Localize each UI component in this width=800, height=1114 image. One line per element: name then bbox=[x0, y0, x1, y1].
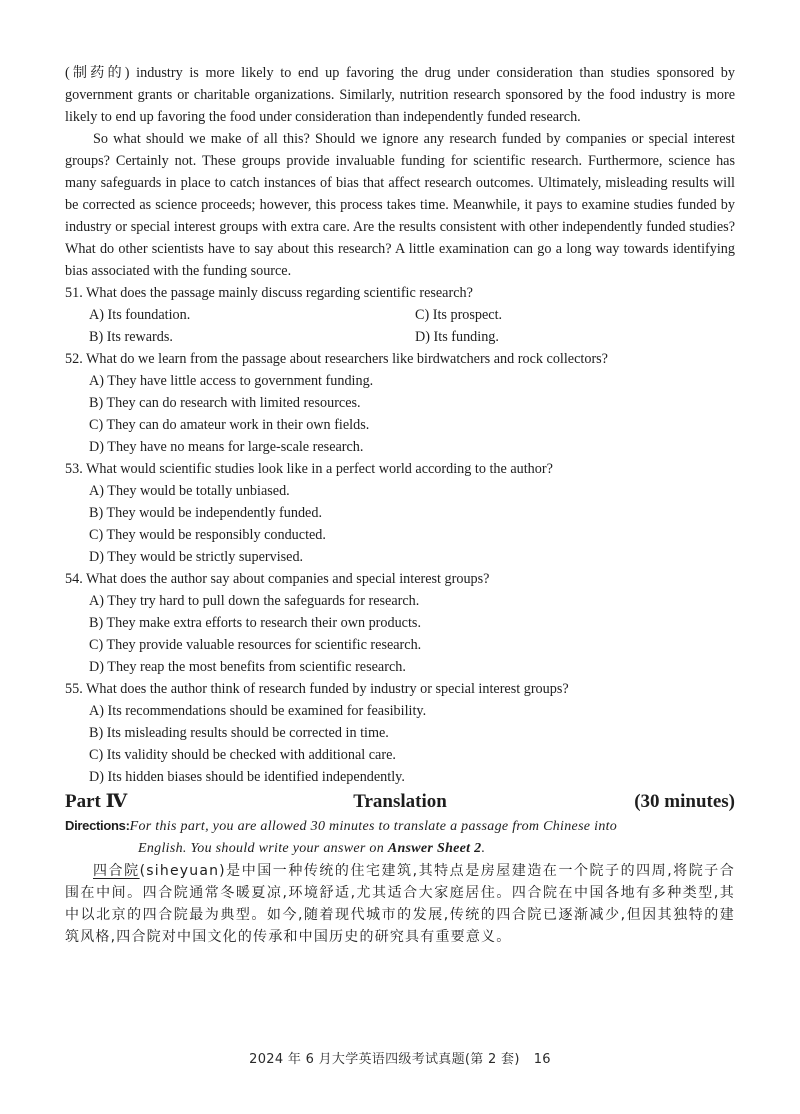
question-55 bbox=[65, 678, 735, 788]
question-stem: 55. What does the author think of research funded by industry or special interest groups? bbox=[65, 681, 569, 697]
option-a: A) Its recommendations should be examined for feasibility. bbox=[89, 703, 427, 719]
option-c: C) Its prospect. bbox=[415, 307, 503, 323]
part-title: Translation bbox=[353, 791, 447, 812]
directions-line-2: English. You should write your answer on Answer Sheet 2. bbox=[138, 841, 486, 856]
part-header bbox=[65, 789, 735, 815]
question-number: 51. bbox=[65, 285, 83, 301]
option-a: A) They have little access to government funding. bbox=[89, 373, 374, 389]
directions bbox=[65, 815, 735, 860]
passage-paragraph-1: (制药的) industry is more likely to end up favoring the drug under consideration than studies sponsored by government grants or charitable organizations. Similarly, nutrition research sponsored by the food industry is more likely to end up favoring the food under consideration than independently funded research. bbox=[65, 65, 735, 125]
question-stem: 52. What do we learn from the passage about researchers like birdwatchers and rock collectors? bbox=[65, 351, 608, 367]
option-b: B) They make extra efforts to research their own products. bbox=[89, 615, 421, 631]
option-a: A) They would be totally unbiased. bbox=[89, 483, 290, 499]
directions-label: Directions: bbox=[65, 818, 130, 833]
question-stem: 54. What does the author say about companies and special interest groups? bbox=[65, 571, 490, 587]
directions-line-1: For this part, you are allowed 30 minutes to translate a passage from Chinese into bbox=[129, 819, 618, 834]
option-c: C) They can do amateur work in their own fields. bbox=[89, 417, 370, 433]
page-number: 16 bbox=[533, 1052, 551, 1067]
option-grid bbox=[89, 304, 735, 348]
option-d: D) Its hidden biases should be identified independently. bbox=[89, 769, 405, 785]
option-c: C) Its validity should be checked with additional care. bbox=[89, 747, 396, 763]
part-label: Part Ⅳ bbox=[65, 791, 128, 812]
exam-page bbox=[65, 62, 735, 948]
option-b: B) They can do research with limited resources. bbox=[89, 395, 361, 411]
question-53 bbox=[65, 458, 735, 568]
option-d: D) They have no means for large-scale research. bbox=[89, 439, 364, 455]
option-a: A) They try hard to pull down the safeguards for research. bbox=[89, 593, 420, 609]
question-text: What does the passage mainly discuss regarding scientific research? bbox=[86, 285, 473, 301]
question-51 bbox=[65, 282, 735, 348]
part-time: (30 minutes) bbox=[634, 791, 735, 812]
option-c: C) They would be responsibly conducted. bbox=[89, 527, 326, 543]
option-d: D) They would be strictly supervised. bbox=[89, 549, 304, 565]
page-footer bbox=[0, 1048, 800, 1067]
question-stem bbox=[65, 282, 735, 304]
footer-title: 2024 年 6 月大学英语四级考试真题(第 2 套) bbox=[249, 1052, 520, 1067]
option-c: C) They provide valuable resources for scientific research. bbox=[89, 637, 422, 653]
option-a: A) Its foundation. bbox=[89, 307, 191, 323]
question-stem: 53. What would scientific studies look like in a perfect world according to the author? bbox=[65, 461, 553, 477]
chinese-term: 四合院 bbox=[93, 863, 140, 879]
option-d: D) Its funding. bbox=[415, 329, 499, 345]
chinese-text: (siheyuan)是中国一种传统的住宅建筑,其特点是房屋建造在一个院子的四周,将院子合围在中间。四合院通常冬暖夏凉,环境舒适,尤其适合大家庭居住。四合院在中国各地有多种类型,其中以北京的四合院最为典型。如今,随着现代城市的发展,传统的四合院已逐渐减少,但因其独特的建筑风格,四合院对中国文化的传承和中国历史的研究具有重要意义。 bbox=[65, 863, 735, 945]
passage-paragraph-2: So what should we make of all this? Should we ignore any research funded by companies or special interest groups? Certainly not. These groups provide invaluable funding for scientific research. Furthermore, science has many safeguards in place to catch instances of bias that affect research outcomes. Ultimately, misleading results will be corrected as science proceeds; however, this process takes time. Meanwhile, it pays to examine studies funded by industry or special interest groups with extra care. Are the results consistent with other independently funded studies? What do other scientists have to say about this research? A little examination can go a long way towards identifying bias associated with the funding source. bbox=[65, 131, 735, 279]
question-54 bbox=[65, 568, 735, 678]
option-b: B) Its misleading results should be corrected in time. bbox=[89, 725, 389, 741]
option-d: D) They reap the most benefits from scientific research. bbox=[89, 659, 406, 675]
option-b: B) Its rewards. bbox=[89, 329, 173, 345]
question-52 bbox=[65, 348, 735, 458]
part-4-section bbox=[65, 789, 735, 948]
chinese-passage bbox=[65, 860, 735, 948]
answer-sheet-ref: Answer Sheet 2 bbox=[387, 841, 482, 856]
option-b: B) They would be independently funded. bbox=[89, 505, 322, 521]
